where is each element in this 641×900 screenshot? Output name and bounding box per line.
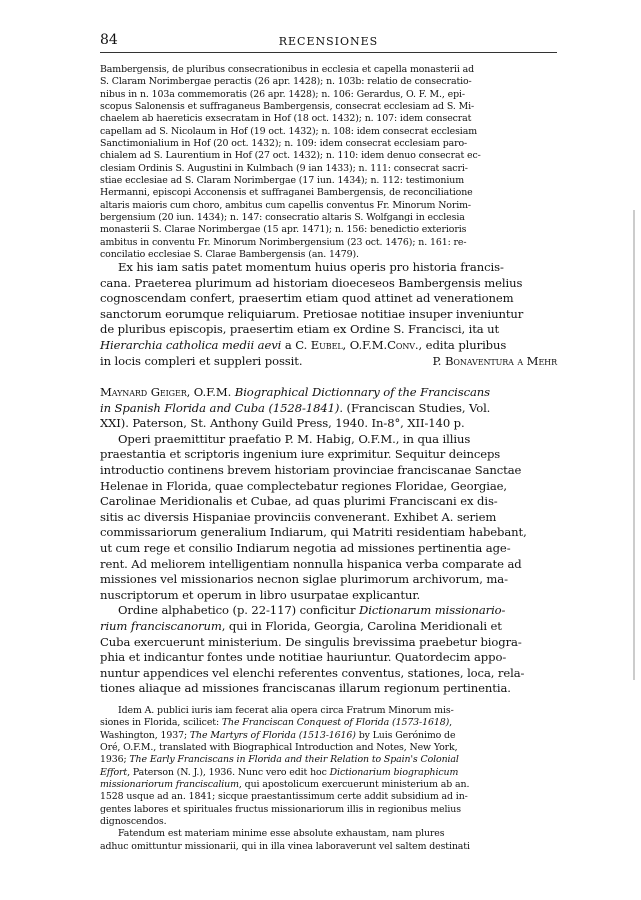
note-line: missionariorum franciscalium, qui apostolicum exercuerunt ministerium ab an. (100, 779, 470, 791)
note-line: concilatio ecclesiae S. Clarae Bambergensis (an. 1479). (100, 249, 359, 261)
review-author: Maynard Geiger (100, 385, 187, 399)
text-line: Hierarchia catholica medii aevi a C. Eubel, O.F.M.Conv., edita pluribus (100, 337, 507, 352)
review2 (100, 385, 557, 697)
page-edge-shadow (633, 210, 635, 680)
text-line: nuntur appendices vel elenchi referentes conventus, stationes, loca, rela- (100, 665, 525, 680)
note-line: Washington, 1937; The Martyrs of Florida (1513-1616) by Luis Gerónimo de (100, 729, 456, 741)
note-line: Fatendum est materiam minime esse absolute exhaustam, nam plures (118, 828, 445, 840)
note-line: ambitus in conventu Fr. Minorum Norimbergensium (23 oct. 1476); n. 161: re- (100, 236, 467, 248)
running-title: RECENSIONES (278, 35, 379, 48)
note-line: S. Claram Norimbergae peractis (26 apr. 1428); n. 103b: relatio de consecratio- (100, 76, 472, 88)
citation-line: in Spanish Florida and Cuba (1528-1841). (Franciscan Studies, Vol. (100, 400, 491, 415)
reviewer-signature: P. Bonaventura a Mehr (432, 353, 557, 368)
note-line: siones in Florida, scilicet: The Franciscan Conquest of Florida (1573-1618), (100, 717, 453, 729)
text-line: cognoscendam confert, praesertim etiam quod attinet ad venerationem (100, 291, 514, 306)
note-line: chaelem ab haereticis exsecratam in Hof (18 oct. 1432); n. 107: idem consecrat (100, 113, 472, 125)
text-line: tiones aliaque ad missiones franciscanas illarum regionum pertinentia. (100, 681, 511, 696)
text-line: introductio continens brevem historiam provinciae franciscanae Sanctae (100, 462, 522, 477)
note-line: 1936; The Early Franciscans in Florida and their Relation to Spain's Colonial (100, 754, 459, 766)
text-line: ut cum rege et consilio Indiarum negotia ad missiones pertinentia age- (100, 540, 511, 555)
note-line: capellam ad S. Nicolaum in Hof (19 oct. 1432); n. 108: idem consecrat ecclesiam (100, 125, 477, 137)
text-line: Operi praemittitur praefatio P. M. Habig, O.F.M., in qua illius (118, 431, 471, 446)
note-line: gentes labores et spirituales fructus missionariorum illis in regionibus melius (100, 803, 461, 815)
note-block (100, 64, 557, 262)
text-line: commissariorum generalium Indiarum, qui Matriti residentiam habebant, (100, 525, 527, 540)
text-line: sanctorum eorumque reliquiarum. Pretiosae notitiae insuper inveniuntur (100, 306, 524, 321)
citation-line: Maynard Geiger, O.F.M. Biographical Dictionnary of the Franciscans (100, 385, 490, 399)
text-line: Cuba exercuerunt ministerium. De singulis brevissima praebetur biogra- (100, 634, 522, 649)
book-title: Biographical Dictionnary of the Franciscans (234, 385, 490, 399)
note-line: Idem A. publici iuris iam fecerat alia opera circa Fratrum Minorum mis- (118, 705, 454, 716)
note-line: scopus Salonensis et suffraganeus Bambergensis, consecrat ecclesiam ad S. Mi- (100, 101, 475, 113)
header-rule (100, 52, 557, 53)
text-line: cana. Praeterea plurimum ad historiam dioeceseos Bambergensis melius (100, 275, 523, 290)
text-line: Ordine alphabetico (p. 22-117) conficitur Dictionarum missionario- (118, 603, 506, 618)
signature-line (100, 354, 557, 370)
text-line: Ex his iam satis patet momentum huius operis pro historia francis- (118, 260, 504, 274)
text-line: rium franciscanorum, qui in Florida, Georgia, Carolina Meridionali et (100, 618, 502, 633)
note-line: 1528 usque ad an. 1841; sicque praestantissimum certe addit subsidium ad in- (100, 791, 468, 803)
note-line: dignoscendos. (100, 816, 167, 828)
cited-author: Eubel (310, 337, 343, 352)
text-line: de pluribus episcopis, praesertim etiam ex Ordine S. Francisci, ita ut (100, 322, 500, 337)
cited-title: Hierarchia catholica medii aevi (100, 337, 282, 352)
text-line: nuscriptorum et operum in libro usurpatae explicantur. (100, 587, 421, 602)
supplementary-note (100, 705, 557, 853)
text-line: sitis ac diversis Hispaniae provinciis convenerant. Exhibet A. seriem (100, 509, 497, 524)
note-line: adhuc omittuntur missionarii, qui in illa vinea laboraverunt vel saltem destinati (100, 840, 470, 852)
note-line: altaris maioris cum choro, ambitus cum capellis conventus Fr. Minorum Norim- (100, 199, 471, 211)
note-line: Effort, Paterson (N. J.), 1936. Nunc vero edit hoc Dictionarium biographicum (100, 766, 459, 778)
citation-line: XXI). Paterson, St. Anthony Guild Press, 1940. In-8°, XII-140 p. (100, 416, 465, 431)
note-line: bergensium (20 iun. 1434); n. 147: consecratio altaris S. Wolfgangi in ecclesia (100, 212, 465, 224)
note-line: Hermanni, episcopi Acconensis et suffraganei Bambergensis, de reconciliatione (100, 187, 473, 199)
note-line: Bambergensis, de pluribus consecrationibus in ecclesia et capella monasterii ad (100, 64, 475, 75)
page-number: 84 (100, 32, 118, 48)
note-line: Oré, O.F.M., translated with Biographical Introduction and Notes, New York, (100, 742, 458, 754)
text-line: Helenae in Florida, quae complectebatur regiones Floridae, Georgiae, (100, 478, 507, 493)
note-line: nibus in n. 103a commemoratis (26 apr. 1428); n. 106: Gerardus, O. F. M., epi- (100, 88, 465, 100)
text-line: Carolinae Meridionalis et Cubae, ad quas plurimi Franciscani ex dis- (100, 494, 498, 509)
note-line: Sanctimonialium in Hof (20 oct. 1432); n. 109: idem consecrat ecclesiam paro- (100, 138, 468, 150)
review1-conclusion (100, 260, 557, 369)
text-line: rent. Ad meliorem intelligentiam nonnulla hispanica verba comparate ad (100, 556, 522, 571)
note-line: clesiam Ordinis S. Augustini in Kulmbach (9 ian 1433); n. 111: consecrat sacri- (100, 162, 468, 174)
text-line: phia et indicantur fontes unde notitiae hauriuntur. Quatordecim appo- (100, 650, 507, 665)
text-line: missiones vel missionarios necnon siglae plurimorum archivorum, ma- (100, 572, 508, 587)
note-line: chialem ad S. Laurentium in Hof (27 oct. 1432); n. 110: idem denuo consecrat ec- (100, 150, 481, 162)
book-title-cont: in Spanish Florida and Cuba (1528-1841) (100, 400, 340, 415)
note-line: stiae ecclesiae ad S. Claram Norimbergae (17 iun. 1434); n. 112: testimonium (100, 175, 464, 187)
page-header (100, 32, 557, 52)
note-line: monasterii S. Clarae Norimbergae (15 apr. 1471); n. 156: benedictio exterioris (100, 224, 467, 236)
text-line: praestantia et scriptoris ingenium iure exprimitur. Sequitur deinceps (100, 447, 501, 462)
text-line: in locis compleri et suppleri possit. (100, 353, 303, 368)
